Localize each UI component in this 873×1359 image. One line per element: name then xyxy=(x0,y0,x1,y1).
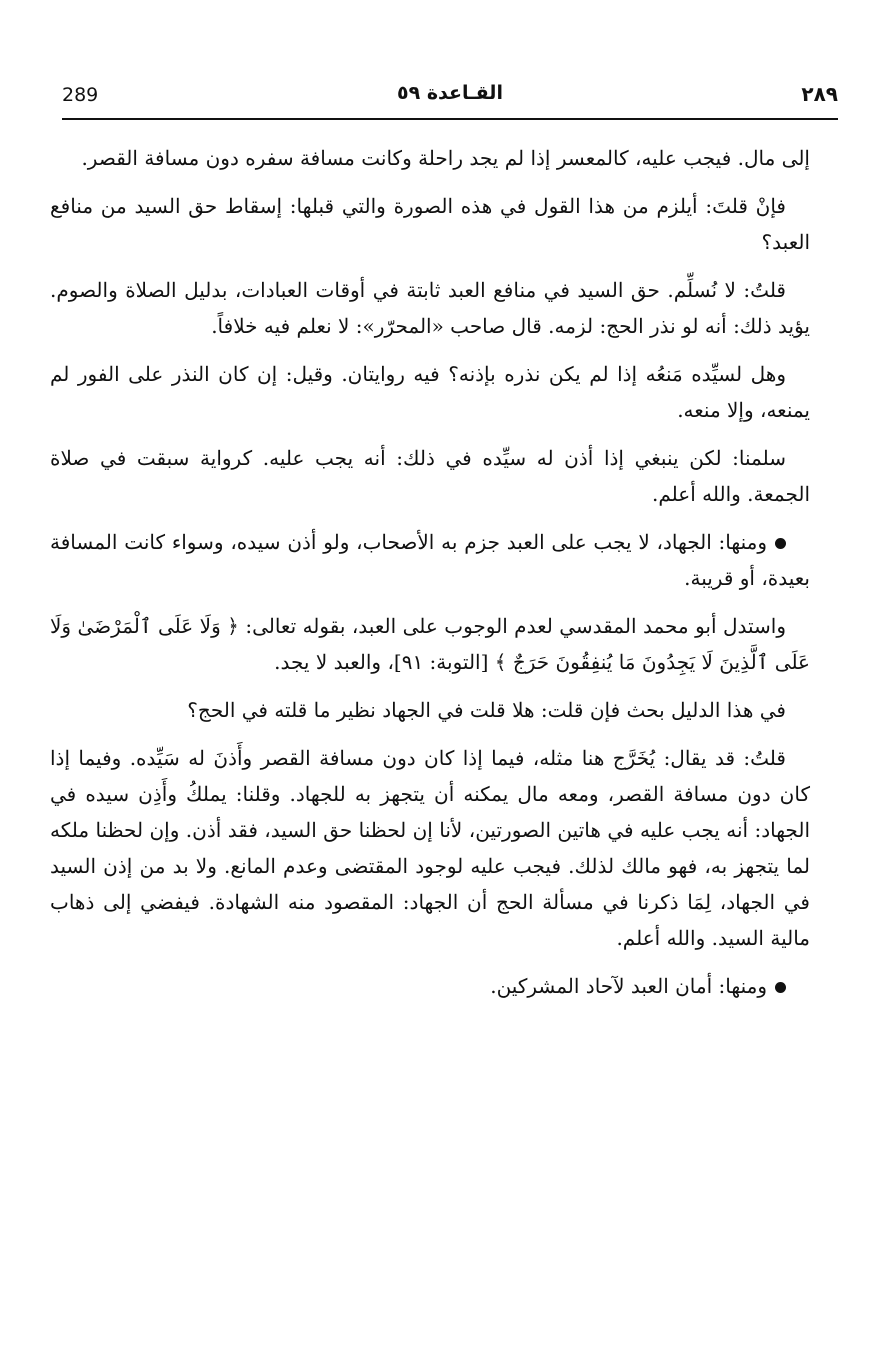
chapter-title: القـاعدة ٥٩ xyxy=(397,82,503,104)
bullet-icon xyxy=(775,982,786,993)
bullet-text: ومنها: أمان العبد لآحاد المشركين. xyxy=(490,974,767,998)
paragraph: وهل لسيِّده مَنعُه إذا لم يكن نذره بإذنه؟ فيه روايتان. وقيل: إن كان النذر على الفور لم يمنعه، وإلا منعه. xyxy=(50,362,810,422)
paragraph: واستدل أبو محمد المقدسي لعدم الوجوب على العبد، بقوله تعالى: ﴿ وَلَا عَلَى ٱلْمَرْضَىٰ وَلَا عَلَى ٱلَّذِينَ لَا يَجِدُونَ مَا يُنفِقُونَ حَرَجٌ ﴾ [التوبة: ٩١]، والعبد لا يجد. xyxy=(50,614,810,674)
bullet-text: ومنها: الجهاد، لا يجب على العبد جزم به الأصحاب، ولو أذن سيده، وسواء كانت المسافة بعيدة، أو قريبة. xyxy=(50,530,810,590)
paragraph: إلى مال. فيجب عليه، كالمعسر إذا لم يجد راحلة وكانت مسافة سفره دون مسافة القصر. xyxy=(81,146,810,170)
paragraph: سلمنا: لكن ينبغي إذا أذن له سيِّده في ذلك: أنه يجب عليه. كرواية سبقت في صلاة الجمعة. والله أعلم. xyxy=(50,446,810,506)
page-header xyxy=(62,80,838,112)
bullet-item xyxy=(50,524,810,596)
paragraph: قلتُ: قد يقال: يُخَرَّج هنا مثله، فيما إذا كان دون مسافة القصر وأَذنَ له سَيِّده. وفيما إذا كان دون مسافة القصر، ومعه مال يمكنه أن يتجهز به للجهاد. وقلنا: يملكُ وأَذِن سيده في الجهاد: أنه يجب عليه في هاتين الصورتين، لأنا إن لحظنا حق السيد، فقد أذن. وإن لحظنا ملكه لما يتجهز به، فهو مالك لذلك. فيجب عليه لوجود المقتضى وعدم المانع. ولا بد من إذن السيد في الجهاد، لِمَا ذكرنا في مسألة الحج أن الجهاد: المقصود منه الشهادة. فيفضي إلى ذهاب مالية السيد. والله أعلم. xyxy=(50,746,810,950)
paragraph: في هذا الدليل بحث فإن قلت: هلا قلت في الجهاد نظير ما قلته في الحج؟ xyxy=(187,698,786,722)
page-number-arabic: ٢٨٩ xyxy=(801,82,838,106)
paragraph: فإنْ قلتَ: أيلزم من هذا القول في هذه الصورة والتي قبلها: إسقاط حق السيد من منافع العبد؟ xyxy=(50,194,810,254)
page-body xyxy=(50,140,810,1016)
bullet-icon xyxy=(775,538,786,549)
paragraph: قلتُ: لا نُسلِّم. حق السيد في منافع العبد ثابتة في أوقات العبادات، بدليل الصلاة والصوم. يؤيد ذلك: أنه لو نذر الحج: لزمه. قال صاحب «المحرّر»: لا نعلم فيه خلافاً. xyxy=(50,278,810,338)
header-rule xyxy=(62,118,838,120)
page-number-latin: 289 xyxy=(62,84,99,106)
bullet-item xyxy=(50,968,810,1004)
